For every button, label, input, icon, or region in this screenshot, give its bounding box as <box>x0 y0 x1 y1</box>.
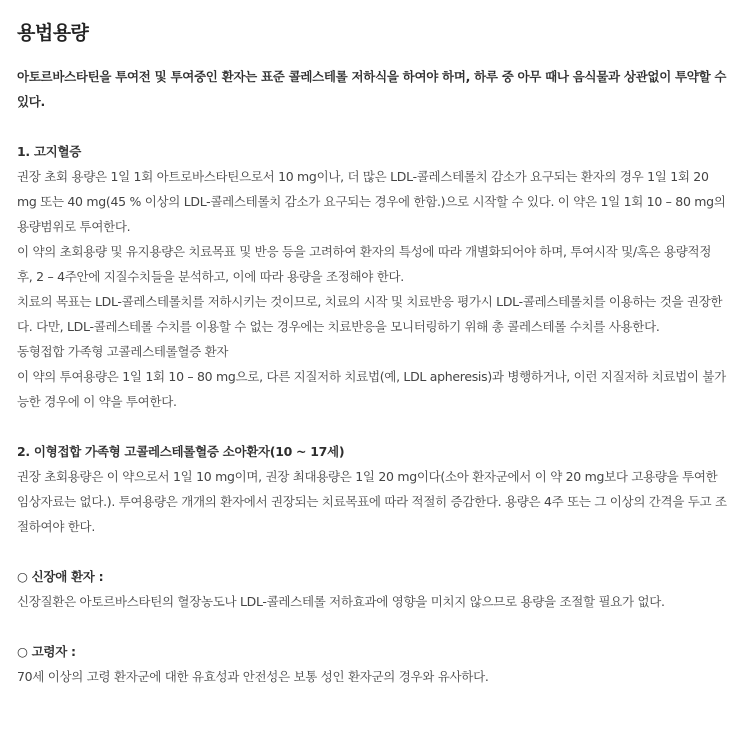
section-hyperlipidemia <box>17 139 727 414</box>
spacer <box>17 539 727 564</box>
spacer <box>17 414 727 439</box>
spacer <box>17 114 727 139</box>
section-heading: ○ 신장애 환자 : <box>17 569 104 584</box>
section-elderly <box>17 639 727 689</box>
page-title: 용법용량 <box>17 22 89 44</box>
paragraph: 권장 초회 용량은 1일 1회 아트로바스타틴으로서 10 mg이나, 더 많은 LDL-콜레스테롤치 감소가 요구되는 환자의 경우 1일 1회 20 mg 또는 40 mg(45 % 이상의 LDL-콜레스테롤치 감소가 요구되는 경우에 한함.)으로 시작할 수 있다. 이 약은 1일 1회 10 – 80 mg의 용량범위로 투여한다. <box>17 169 726 234</box>
paragraph: 권장 초회용량은 이 약으로서 1일 10 mg이며, 권장 최대용량은 1일 20 mg이다(소아 환자군에서 이 약 20 mg보다 고용량을 투여한 임상자료는 없다.). 투여용량은 개개의 환자에서 권장되는 치료목표에 따라 적절히 증감한다. 용량은 4주 또는 그 이상의 간격을 두고 조절하여야 한다. <box>17 469 727 534</box>
section-heading: 1. 고지혈증 <box>17 144 81 159</box>
section-heading: 2. 이형접합 가족형 고콜레스테롤혈증 소아환자(10 ~ 17세) <box>17 444 345 459</box>
paragraph: 신장질환은 아토르바스타틴의 혈장농도나 LDL-콜레스테롤 저하효과에 영향을 미치지 않으므로 용량을 조절할 필요가 없다. <box>17 594 665 609</box>
section-renal-impairment <box>17 564 727 614</box>
section-pediatric <box>17 439 727 539</box>
paragraph: 70세 이상의 고령 환자군에 대한 유효성과 안전성은 보통 성인 환자군의 경우와 유사하다. <box>17 669 489 684</box>
paragraph: 치료의 목표는 LDL-콜레스테롤치를 저하시키는 것이므로, 치료의 시작 및 치료반응 평가시 LDL-콜레스테롤치를 이용하는 것을 권장한다. 다만, LDL-콜레스테롤 수치를 이용할 수 없는 경우에는 치료반응을 모니터링하기 위해 총 콜레스테롤 수치를 사용한다. <box>17 294 723 334</box>
intro-paragraph: 아토르바스타틴을 투여전 및 투여중인 환자는 표준 콜레스테롤 저하식을 하여야 하며, 하루 중 아무 때나 음식물과 상관없이 투약할 수 있다. <box>17 69 727 109</box>
paragraph: 이 약의 초회용량 및 유지용량은 치료목표 및 반응 등을 고려하여 환자의 특성에 따라 개별화되어야 하며, 투여시작 및/혹은 용량적정 후, 2 – 4주안에 지질수치들을 분석하고, 이에 따라 용량을 조정해야 한다. <box>17 244 712 284</box>
document-body <box>17 64 727 689</box>
section-heading: ○ 고령자 : <box>17 644 76 659</box>
paragraph: 동형접합 가족형 고콜레스테롤혈증 환자 <box>17 344 229 359</box>
paragraph: 이 약의 투여용량은 1일 1회 10 – 80 mg으로, 다른 지질저하 치료법(예, LDL apheresis)과 병행하거나, 이런 지질저하 치료법이 불가능한 경우에 이 약을 투여한다. <box>17 369 726 409</box>
spacer <box>17 614 727 639</box>
